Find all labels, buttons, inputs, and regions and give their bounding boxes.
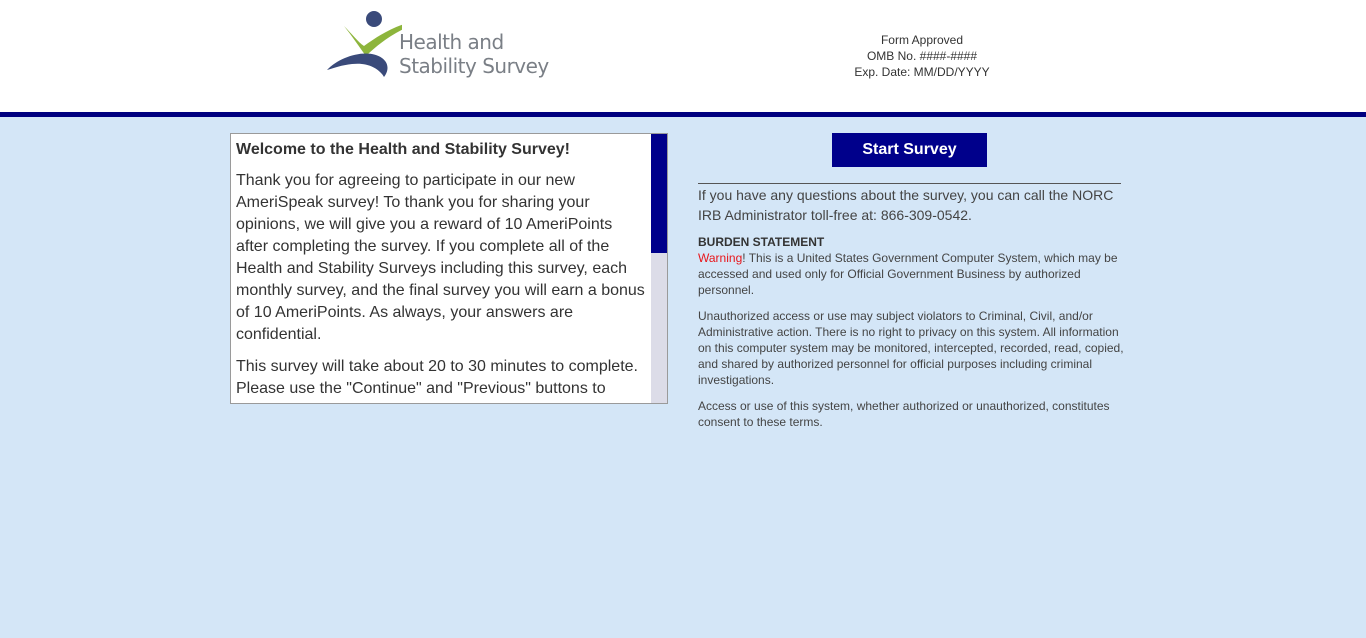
welcome-paragraph-2: This survey will take about 20 to 30 minutes to complete. Please use the "Continue" and "Previous" buttons to: [236, 358, 638, 397]
start-survey-button[interactable]: Start Survey: [832, 133, 987, 167]
welcome-paragraph-1: Thank you for agreeing to participate in our new AmeriSpeak survey! To thank you for sharing your opinions, we will give you a reward of 10 AmeriPoints after completing the survey. If you complete all of the Health and Stability Surveys including this survey, each monthly survey, and the final survey you will earn a bonus of 10 AmeriPoints. As always, your answers are confidential.: [236, 172, 645, 343]
burden-consent-paragraph: Access or use of this system, whether authorized or unauthorized, constitutes consent to these terms.: [698, 399, 1110, 429]
welcome-content: [236, 140, 648, 404]
survey-figure-icon: [322, 8, 402, 88]
welcome-title: Welcome to the Health and Stability Survey!: [236, 141, 570, 158]
logo-line-1: Health and: [399, 30, 504, 54]
header-divider-bar: [0, 112, 1366, 117]
questions-contact-text: If you have any questions about the survey, you can call the NORC IRB Administrator toll-free at: 866-309-0542.: [698, 187, 1114, 223]
logo-text: [399, 30, 549, 78]
expiration-date: Exp. Date: MM/DD/YYYY: [854, 65, 990, 79]
page-header: [0, 0, 1366, 112]
form-approval-info: [822, 32, 1022, 80]
survey-logo: [322, 8, 572, 88]
warning-label: Warning: [698, 251, 743, 265]
scrollbar-thumb[interactable]: [651, 134, 667, 253]
burden-unauthorized-paragraph: Unauthorized access or use may subject violators to Criminal, Civil, and/or Administrative action. There is no right to privacy on this system. All information on this computer system may be monitored, intercepted, recorded, read, copied, and shared by authorized personnel for official purposes including criminal investigations.: [698, 309, 1124, 387]
welcome-scrollbar[interactable]: [651, 134, 667, 403]
burden-warning-paragraph: [698, 250, 1124, 298]
logo-line-2: Stability Survey: [399, 54, 549, 78]
form-approved-text: Form Approved: [880, 33, 964, 47]
info-divider: [698, 183, 1121, 184]
welcome-scroll-box[interactable]: [230, 133, 668, 404]
burden-statement-heading: BURDEN STATEMENT: [698, 235, 825, 249]
omb-number: OMB No. ####-####: [866, 49, 978, 63]
warning-text: ! This is a United States Government Computer System, which may be accessed and used only for Official Government Business by authorized personnel.: [698, 251, 1118, 297]
